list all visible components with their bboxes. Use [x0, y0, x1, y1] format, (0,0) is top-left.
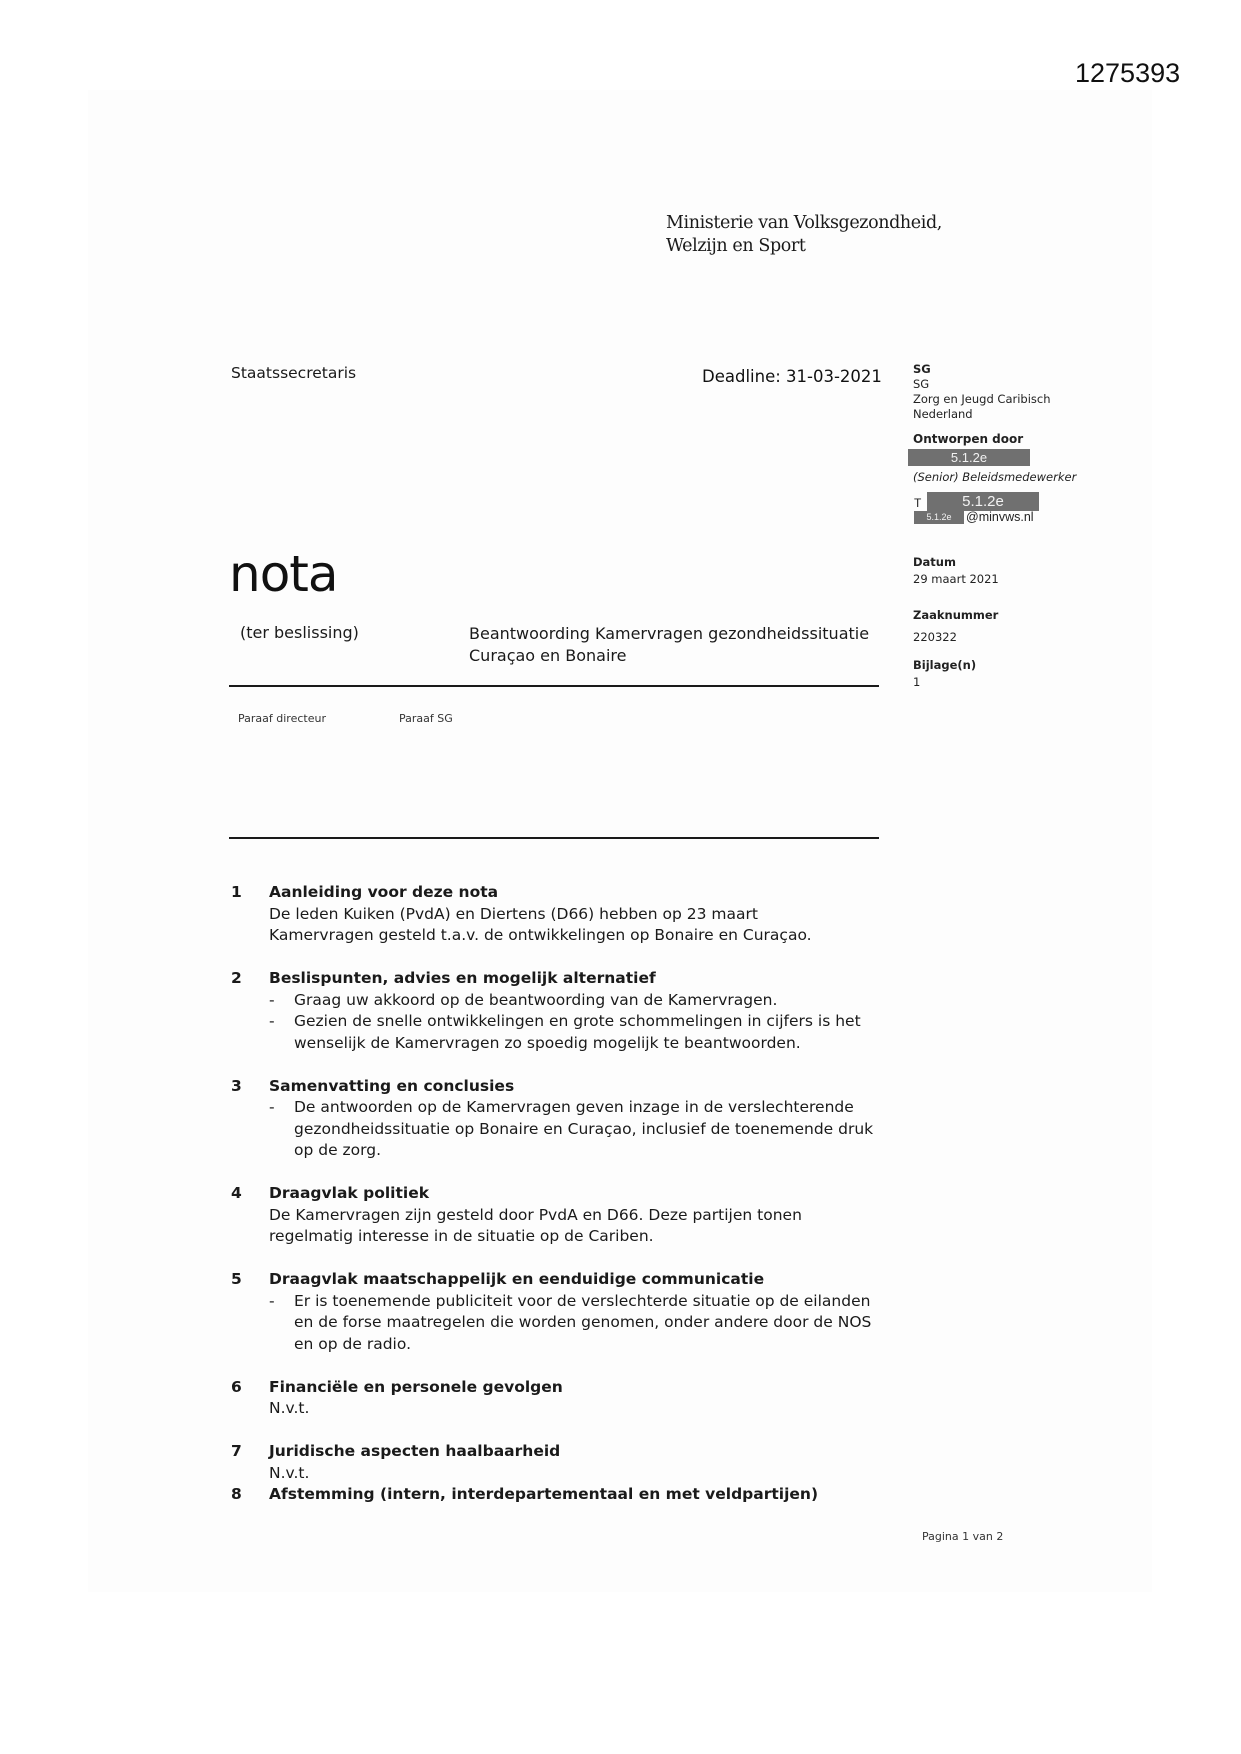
bullet-item	[269, 1097, 889, 1162]
bullet-item	[269, 1011, 864, 1054]
date-label: Datum	[913, 555, 956, 569]
case-number-value: 220322	[913, 630, 957, 644]
redaction-name: 5.1.2e	[908, 449, 1030, 466]
deadline: Deadline: 31-03-2021	[702, 367, 882, 386]
subject	[469, 623, 869, 667]
sections	[229, 882, 919, 1506]
divider-bottom	[229, 837, 879, 839]
email-suffix: @minvws.nl	[966, 510, 1034, 524]
section-number: 4	[231, 1184, 242, 1202]
sidebar-org-line-1: SG	[913, 377, 930, 391]
section-text: N.v.t.	[269, 1463, 310, 1482]
section-title: Samenvatting en conclusies	[269, 1076, 515, 1095]
section-4	[229, 1183, 919, 1248]
designed-by-label: Ontworpen door	[913, 432, 1024, 446]
section-number: 8	[231, 1485, 242, 1503]
bullet-text: Gezien de snelle ontwikkelingen en grote schommelingen in cijfers is het wenselijk de Kamervragen zo spoedig mogelijk te beantwoorden.	[294, 1012, 861, 1052]
section-title: Financiële en personele gevolgen	[269, 1377, 563, 1396]
ministry-letterhead	[666, 212, 942, 258]
section-number: 6	[231, 1377, 242, 1396]
section-2	[229, 968, 919, 1054]
case-number-label: Zaaknummer	[913, 608, 999, 622]
section-text: De leden Kuiken (PvdA) en Diertens (D66) hebben op 23 maart Kamervragen gesteld t.a.v. de ontwikkelingen op Bonaire en Curaçao.	[269, 904, 812, 944]
section-title: Draagvlak politiek	[269, 1184, 430, 1202]
section-6	[229, 1377, 919, 1420]
date-value: 29 maart 2021	[913, 572, 999, 586]
document-title: nota	[229, 545, 338, 603]
section-8	[229, 1484, 919, 1506]
paraaf-director: Paraaf directeur	[238, 712, 326, 725]
section-1	[229, 882, 919, 947]
note-type: (ter beslissing)	[240, 623, 359, 642]
bullet-dash: -	[269, 990, 275, 1009]
section-title: Aanleiding voor deze nota	[269, 883, 499, 901]
sidebar-org-line-2: Zorg en Jeugd Caribisch	[913, 392, 1051, 406]
section-number: 1	[231, 883, 242, 901]
section-7	[229, 1441, 919, 1484]
subject-line-1: Beantwoording Kamervragen gezondheidssituatie	[469, 624, 870, 643]
section-title: Draagvlak maatschappelijk en eenduidige communicatie	[269, 1270, 765, 1288]
ministry-line-1: Ministerie van Volksgezondheid,	[666, 213, 942, 233]
bullet-dash: -	[269, 1012, 275, 1030]
role: (Senior) Beleidsmedewerker	[913, 470, 1077, 484]
divider-top	[229, 685, 879, 687]
section-text: De Kamervragen zijn gesteld door PvdA en D66. Deze partijen tonen regelmatig interesse in de situatie op de Cariben.	[269, 1205, 802, 1245]
redaction-phone: 5.1.2e	[927, 492, 1039, 511]
sidebar-org-bold: SG	[913, 362, 931, 376]
section-number: 5	[231, 1270, 242, 1288]
section-number: 7	[231, 1442, 242, 1460]
sender: Staatssecretaris	[231, 364, 357, 382]
bullet-dash: -	[269, 1098, 275, 1116]
section-title: Afstemming (intern, interdepartementaal en met veldpartijen)	[269, 1485, 819, 1503]
document-id: 1275393	[1075, 58, 1181, 88]
section-5	[229, 1269, 919, 1355]
section-number: 2	[231, 969, 242, 987]
section-number: 3	[231, 1076, 242, 1095]
phone-prefix: T	[914, 496, 922, 510]
page-indicator: Pagina 1 van 2	[922, 1530, 1004, 1543]
section-3	[229, 1076, 919, 1162]
ministry-line-2: Welzijn en Sport	[666, 236, 806, 256]
section-title: Beslispunten, advies en mogelijk alternatief	[269, 969, 656, 987]
attachments-value: 1	[913, 675, 921, 689]
bullet-dash: -	[269, 1291, 275, 1310]
sidebar-org-line-3: Nederland	[913, 407, 973, 421]
bullet-item	[269, 990, 919, 1012]
attachments-label: Bijlage(n)	[913, 658, 977, 672]
bullet-text: De antwoorden op de Kamervragen geven inzage in de verslechterende gezondheidssituatie op Bonaire en Curaçao, inclusief de toenemende druk op de zorg.	[294, 1098, 874, 1159]
paraaf-sg: Paraaf SG	[399, 712, 453, 725]
section-text: N.v.t.	[269, 1399, 310, 1417]
bullet-item	[269, 1291, 894, 1356]
subject-line-2: Curaçao en Bonaire	[469, 646, 627, 665]
section-title: Juridische aspecten haalbaarheid	[269, 1442, 561, 1460]
bullet-text: Er is toenemende publiciteit voor de verslechterde situatie op de eilanden en de forse maatregelen die worden genomen, onder andere door de NOS en op de radio.	[294, 1291, 872, 1353]
redaction-email: 5.1.2e	[914, 511, 964, 524]
bullet-text: Graag uw akkoord op de beantwoording van de Kamervragen.	[294, 990, 778, 1009]
